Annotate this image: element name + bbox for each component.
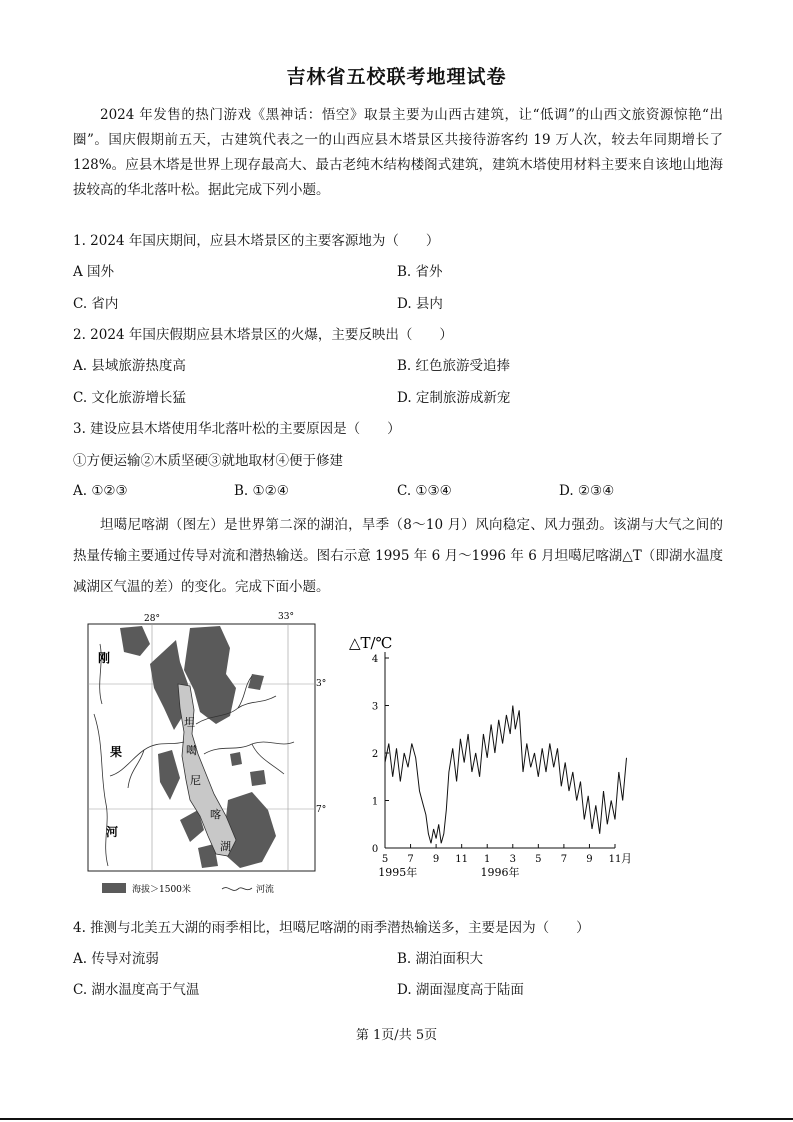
question-3-option-a[interactable]: A. ①②③ — [73, 483, 128, 499]
page-footer: 第 1页/共 5页 — [355, 1028, 438, 1043]
map-country-char-2: 果 — [110, 745, 123, 759]
chart-year-label-1996: 1996年 — [480, 866, 520, 879]
passage-1: 2024 年发售的热门游戏《黑神话：悟空》取景主要为山西古建筑，让“低调”的山西文旅资源惊艳“出圈”。国庆假期前五天，古建筑代表之一的山西应县木塔景区共接待游客约 19 万人次，较去年同期增长了 128%。应县木塔是世界上现存最高大、最古老纯木结构楼阁式建筑，建筑木塔使用材料主要来自该地山地海拔较高的华北落叶松。据此完成下列小题。 — [73, 107, 723, 198]
question-3-option-d[interactable]: D. ②③④ — [559, 483, 615, 499]
map-lake-char-1: 坦 — [184, 716, 195, 729]
chart-year-label-1995: 1995年 — [378, 866, 418, 879]
chart-x-tick-label-3: 11 — [455, 854, 469, 865]
chart-x-tick-label-1: 7 — [407, 854, 414, 865]
chart-series-line-0 — [385, 706, 627, 844]
chart-series — [385, 706, 627, 844]
question-4-option-b[interactable]: B. 湖泊面积大 — [397, 951, 484, 967]
delta-t-chart — [345, 628, 645, 880]
map-country-char-1: 刚 — [98, 651, 111, 665]
legend-highland-swatch — [102, 883, 126, 893]
question-1-option-d[interactable]: D. 县内 — [397, 296, 443, 312]
chart-y-tick-label-3: 3 — [371, 701, 379, 713]
question-2-option-d[interactable]: D. 定制旅游成新宠 — [397, 390, 511, 406]
map-country-char-3: 河 — [106, 825, 119, 839]
chart-x-tick-label-2: 9 — [432, 854, 440, 865]
question-1-option-a[interactable]: A 国外 — [73, 264, 115, 280]
chart-x-tick-label-0: 5 — [381, 854, 389, 865]
chart-y-tick-label-1: 1 — [371, 796, 379, 808]
map-lake-char-3: 尼 — [190, 774, 201, 787]
chart-x-unit: 月 — [621, 852, 632, 865]
page-title: 吉林省五校联考地理试卷 — [286, 66, 507, 88]
chart-x-tick-label-6: 5 — [535, 854, 542, 865]
map-lon-label-28: 28° — [144, 614, 160, 624]
question-2-option-c[interactable]: C. 文化旅游增长猛 — [73, 390, 186, 406]
question-3-stem: 3. 建设应县木塔使用华北落叶松的主要原因是（ ） — [73, 421, 401, 437]
question-3-statements: ①方便运输②木质坚硬③就地取材④便于修建 — [73, 453, 343, 469]
passage-2: 坦噶尼喀湖（图左）是世界第二深的湖泊，旱季（8～10 月）风向稳定、风力强劲。该湖与大气之间的热量传输主要通过传导对流和潜热输送。图右示意 1995 年 6 月～1996 年 6 月坦噶尼喀湖△T（即湖水温度减湖区气温的差）的变化。完成下面小题。 — [73, 517, 723, 595]
map-lake-char-4: 喀 — [210, 808, 221, 821]
chart-x-tick-label-8: 9 — [586, 854, 593, 865]
map-lat-label-7: 7° — [316, 805, 327, 815]
map-lake-char-2: 噶 — [186, 744, 197, 757]
question-4-stem: 4. 推测与北美五大湖的雨季相比，坦噶尼喀湖的雨季潜热输送多，主要是因为（ ） — [73, 920, 590, 936]
chart-axes — [385, 652, 615, 848]
question-2-option-b[interactable]: B. 红色旅游受追捧 — [397, 358, 511, 374]
question-2-option-a[interactable]: A. 县域旅游热度高 — [73, 358, 186, 374]
map-lat-label-3: 3° — [316, 679, 327, 689]
question-3-option-c[interactable]: C. ①③④ — [397, 483, 452, 499]
legend-river-swatch — [222, 888, 252, 891]
question-1-option-b[interactable]: B. 省外 — [397, 264, 443, 280]
chart-y-axis-label: △T/℃ — [349, 634, 393, 652]
chart-y-tick-label-4: 4 — [371, 654, 379, 665]
question-3-option-b[interactable]: B. ①②④ — [234, 483, 289, 499]
bottom-rule — [0, 1118, 793, 1120]
chart-x-tick-label-7: 7 — [560, 854, 568, 865]
chart-x-tick-label-9: 11 — [608, 854, 622, 865]
question-4-option-c[interactable]: C. 湖水温度高于气温 — [73, 982, 200, 998]
lake-tanganyika-map — [80, 604, 330, 900]
legend-river-label: 河流 — [256, 885, 275, 895]
chart-x-tick-label-4: 1 — [484, 854, 491, 865]
chart-x-tick-label-5: 3 — [509, 854, 516, 865]
map-lon-label-33: 33° — [278, 612, 294, 622]
question-4-option-a[interactable]: A. 传导对流弱 — [73, 951, 159, 967]
chart-ticks — [372, 654, 632, 879]
map-lake-char-5: 湖 — [220, 840, 231, 853]
highland-east-2 — [250, 770, 266, 786]
question-4-option-d[interactable]: D. 湖面湿度高于陆面 — [397, 982, 524, 998]
chart-y-tick-label-0: 0 — [371, 844, 379, 855]
highland-east-1 — [230, 752, 242, 766]
legend-highland-label: 海拔＞1500米 — [132, 885, 191, 895]
question-1-stem: 1. 2024 年国庆期间，应县木塔景区的主要客源地为（ ） — [73, 233, 440, 249]
question-1-option-c[interactable]: C. 省内 — [73, 296, 119, 312]
question-2-stem: 2. 2024 年国庆假期应县木塔景区的火爆，主要反映出（ ） — [73, 327, 453, 343]
chart-y-tick-label-2: 2 — [371, 749, 379, 760]
